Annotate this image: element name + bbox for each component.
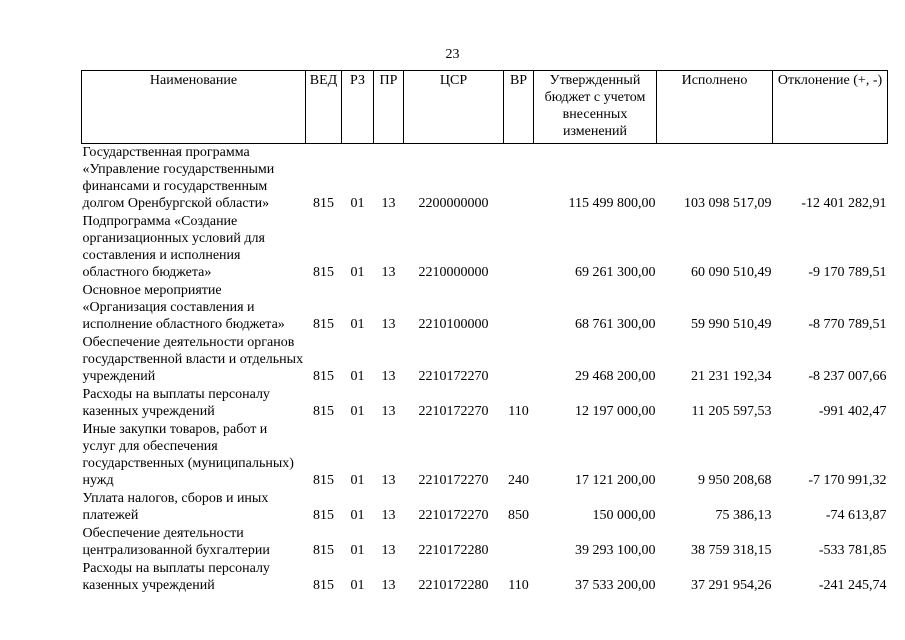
table-row xyxy=(82,525,888,560)
row-deviation: -7 170 991,32 xyxy=(808,473,887,488)
row-pr: 13 xyxy=(381,404,396,419)
header-budget: Утвержденный бюджет с учетом внесенных изменений xyxy=(534,71,657,144)
row-csr: 2210100000 xyxy=(418,317,489,332)
header-executed: Исполнено xyxy=(657,71,773,144)
header-vr: ВР xyxy=(504,71,534,144)
row-rz: 01 xyxy=(350,404,365,419)
row-deviation: -12 401 282,91 xyxy=(801,196,887,211)
row-csr: 2210172280 xyxy=(418,578,489,593)
row-executed: 37 291 954,26 xyxy=(691,578,772,593)
row-name: Расходы на выплаты персоналу казенных учреждений xyxy=(82,387,270,419)
table-row xyxy=(82,421,888,490)
row-ved: 815 xyxy=(313,543,334,558)
row-rz: 01 xyxy=(350,265,365,280)
row-pr: 13 xyxy=(381,578,396,593)
row-csr: 2210172270 xyxy=(418,473,489,488)
row-executed: 11 205 597,53 xyxy=(691,404,772,419)
row-vr xyxy=(504,525,534,560)
row-vr xyxy=(504,334,534,386)
row-budget: 12 197 000,00 xyxy=(575,404,656,419)
row-vr: 850 xyxy=(508,508,529,523)
row-deviation: -991 402,47 xyxy=(818,404,887,419)
row-pr: 13 xyxy=(381,317,396,332)
row-budget: 69 261 300,00 xyxy=(575,265,656,280)
row-pr: 13 xyxy=(381,369,396,384)
header-rz: РЗ xyxy=(342,71,374,144)
row-budget: 150 000,00 xyxy=(592,508,656,523)
row-pr: 13 xyxy=(381,196,396,211)
budget-table xyxy=(81,70,888,595)
row-budget: 115 499 800,00 xyxy=(568,196,656,211)
header-pr: ПР xyxy=(374,71,404,144)
row-deviation: -241 245,74 xyxy=(818,578,887,593)
row-rz: 01 xyxy=(350,369,365,384)
row-executed: 21 231 192,34 xyxy=(691,369,772,384)
row-budget: 17 121 200,00 xyxy=(575,473,656,488)
row-name: Государственная программа «Управление государственными финансами и государственным долгом Оренбургской области» xyxy=(82,145,275,211)
row-rz: 01 xyxy=(350,196,365,211)
header-csr: ЦСР xyxy=(404,71,504,144)
table-row xyxy=(82,560,888,595)
header-deviation: Отклонение (+, -) xyxy=(773,71,888,144)
row-budget: 37 533 200,00 xyxy=(575,578,656,593)
row-deviation: -74 613,87 xyxy=(825,508,887,523)
row-pr: 13 xyxy=(381,473,396,488)
row-vr: 110 xyxy=(508,404,529,419)
row-pr: 13 xyxy=(381,543,396,558)
table-row xyxy=(82,282,888,334)
row-ved: 815 xyxy=(313,196,334,211)
row-ved: 815 xyxy=(313,473,334,488)
page-number: 23 xyxy=(445,47,460,62)
row-csr: 2200000000 xyxy=(418,196,489,211)
row-budget: 68 761 300,00 xyxy=(575,317,656,332)
row-csr: 2210172270 xyxy=(418,369,489,384)
table-row xyxy=(82,386,888,421)
row-budget: 39 293 100,00 xyxy=(575,543,656,558)
row-ved: 815 xyxy=(313,404,334,419)
row-name: Обеспечение деятельности централизованной бухгалтерии xyxy=(82,526,270,558)
row-pr: 13 xyxy=(381,265,396,280)
row-rz: 01 xyxy=(350,578,365,593)
row-executed: 59 990 510,49 xyxy=(691,317,772,332)
row-deviation: -9 170 789,51 xyxy=(808,265,887,280)
row-ved: 815 xyxy=(313,508,334,523)
table-row xyxy=(82,334,888,386)
row-name: Обеспечение деятельности органов государственной власти и отдельных учреждений xyxy=(82,335,304,384)
row-csr: 2210000000 xyxy=(418,265,489,280)
row-ved: 815 xyxy=(313,369,334,384)
row-vr: 110 xyxy=(508,578,529,593)
row-csr: 2210172270 xyxy=(418,404,489,419)
row-vr xyxy=(504,282,534,334)
row-name: Расходы на выплаты персоналу казенных учреждений xyxy=(82,561,270,593)
row-executed: 75 386,13 xyxy=(715,508,772,523)
row-pr: 13 xyxy=(381,508,396,523)
header-name: Наименование xyxy=(82,71,306,144)
row-deviation: -8 770 789,51 xyxy=(808,317,887,332)
table-row xyxy=(82,490,888,525)
row-csr: 2210172270 xyxy=(418,508,489,523)
table-header xyxy=(82,71,888,144)
row-name: Подпрограмма «Создание организационных условий для составления и исполнения областного бюджета» xyxy=(82,214,265,280)
row-executed: 103 098 517,09 xyxy=(684,196,772,211)
row-executed: 9 950 208,68 xyxy=(698,473,772,488)
row-ved: 815 xyxy=(313,578,334,593)
row-rz: 01 xyxy=(350,317,365,332)
header-ved: ВЕД xyxy=(306,71,342,144)
row-csr: 2210172280 xyxy=(418,543,489,558)
row-rz: 01 xyxy=(350,508,365,523)
row-executed: 60 090 510,49 xyxy=(691,265,772,280)
row-vr xyxy=(504,144,534,214)
row-executed: 38 759 318,15 xyxy=(691,543,772,558)
row-name: Основное мероприятие «Организация составления и исполнение областного бюджета» xyxy=(82,283,285,332)
row-budget: 29 468 200,00 xyxy=(575,369,656,384)
row-rz: 01 xyxy=(350,543,365,558)
table-row xyxy=(82,213,888,282)
row-deviation: -533 781,85 xyxy=(818,543,887,558)
row-name: Иные закупки товаров, работ и услуг для обеспечения государственных (муниципальных) нужд xyxy=(82,422,294,488)
row-deviation: -8 237 007,66 xyxy=(808,369,887,384)
row-vr xyxy=(504,213,534,282)
row-ved: 815 xyxy=(313,317,334,332)
table-row xyxy=(82,144,888,214)
row-rz: 01 xyxy=(350,473,365,488)
row-name: Уплата налогов, сборов и иных платежей xyxy=(82,491,269,523)
row-vr: 240 xyxy=(508,473,529,488)
table-body xyxy=(82,144,888,596)
row-ved: 815 xyxy=(313,265,334,280)
